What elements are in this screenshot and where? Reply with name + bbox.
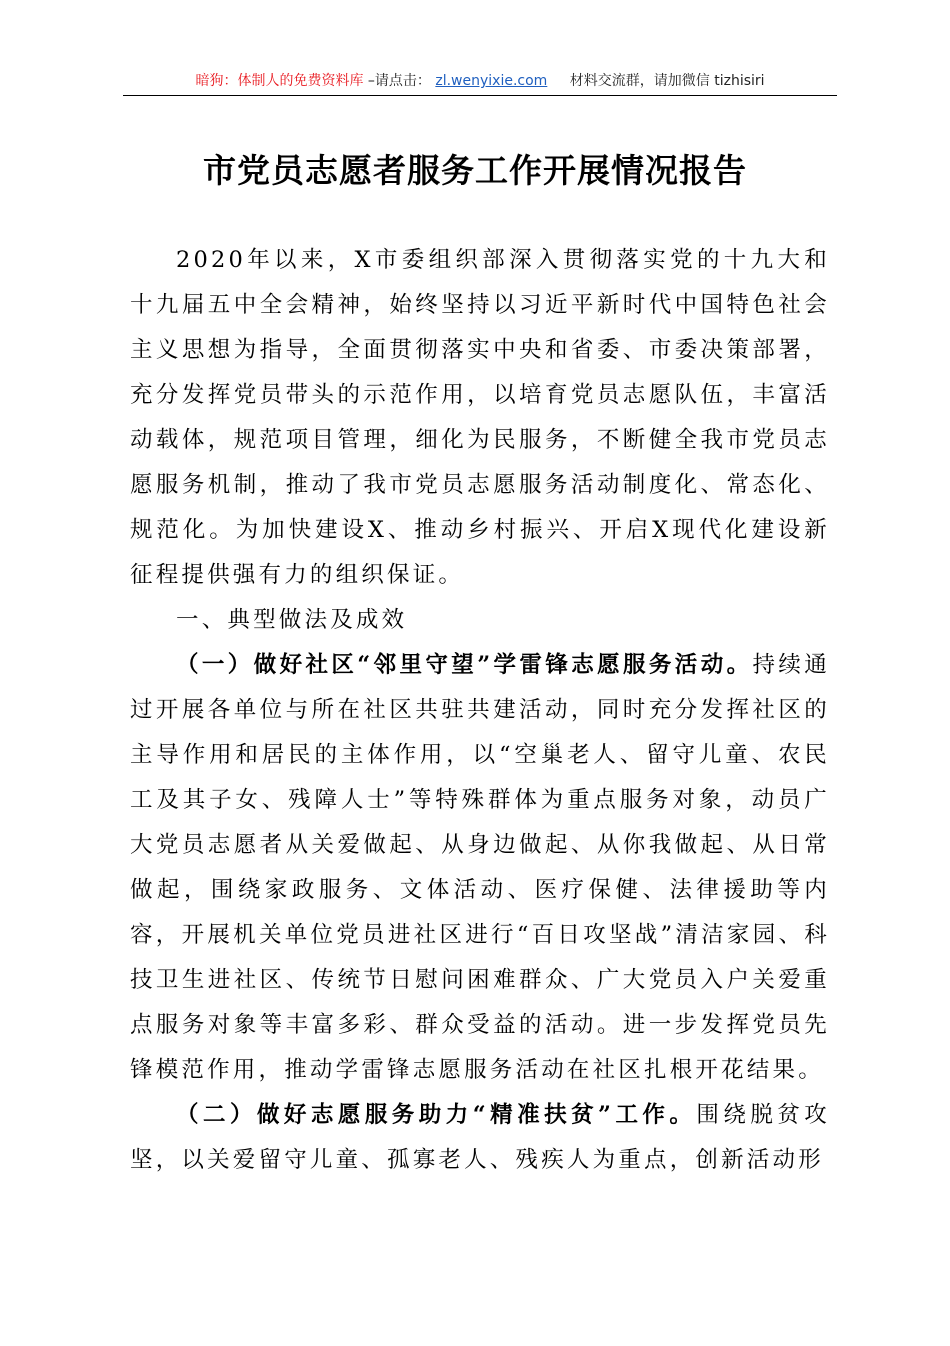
subsection-2 [130, 1093, 830, 1183]
header-contact: 材料交流群，请加微信 tizhisiri [569, 73, 765, 89]
document-title: 市党员志愿者服务工作开展情况报告 [203, 151, 747, 190]
page-header [123, 70, 837, 94]
header-divider [123, 95, 837, 96]
header-click-label: –请点击： [367, 73, 431, 89]
header-link[interactable]: zl.wenyixie.com [435, 73, 548, 89]
subsection-1 [130, 643, 830, 1093]
subsection-2-body: 围绕脱贫攻坚，以关爱留守儿童、孤寡老人、残疾人为重点，创新活动形 [130, 1102, 830, 1173]
subsection-1-heading: （一）做好社区“邻里守望”学雷锋志愿服务活动。 [176, 652, 753, 678]
section-heading: 一、典型做法及成效 [176, 607, 408, 633]
document-body [130, 238, 830, 1183]
subsection-1-body: 持续通过开展各单位与所在社区共驻共建活动，同时充分发挥社区的主导作用和居民的主体作用，以“空巢老人、留守儿童、农民工及其子女、残障人士”等特殊群体为重点服务对象，动员广大党员志愿者从关爱做起、从身边做起、从你我做起、从日常做起，围绕家政服务、文体活动、医疗保健、法律援助等内容，开展机关单位党员进社区进行“百日攻坚战”清洁家园、科技卫生进社区、传统节日慰问困难群众、广大党员入户关爱重点服务对象等丰富多彩、群众受益的活动。进一步发挥党员先锋模范作用，推动学雷锋志愿服务活动在社区扎根开花结果。 [130, 652, 830, 1083]
intro-paragraph: 2020年以来，X市委组织部深入贯彻落实党的十九大和十九届五中全会精神，始终坚持以习近平新时代中国特色社会主义思想为指导，全面贯彻落实中央和省委、市委决策部署，充分发挥党员带头的示范作用，以培育党员志愿队伍，丰富活动载体，规范项目管理，细化为民服务，不断健全我市党员志愿服务机制，推动了我市党员志愿服务活动制度化、常态化、规范化。为加快建设X、推动乡村振兴、开启X现代化建设新征程提供强有力的组织保证。 [130, 247, 830, 588]
subsection-2-heading: （二）做好志愿服务助力“精准扶贫”工作。 [176, 1102, 697, 1128]
header-promo: 暗狗：体制人的免费资料库 [195, 73, 364, 89]
